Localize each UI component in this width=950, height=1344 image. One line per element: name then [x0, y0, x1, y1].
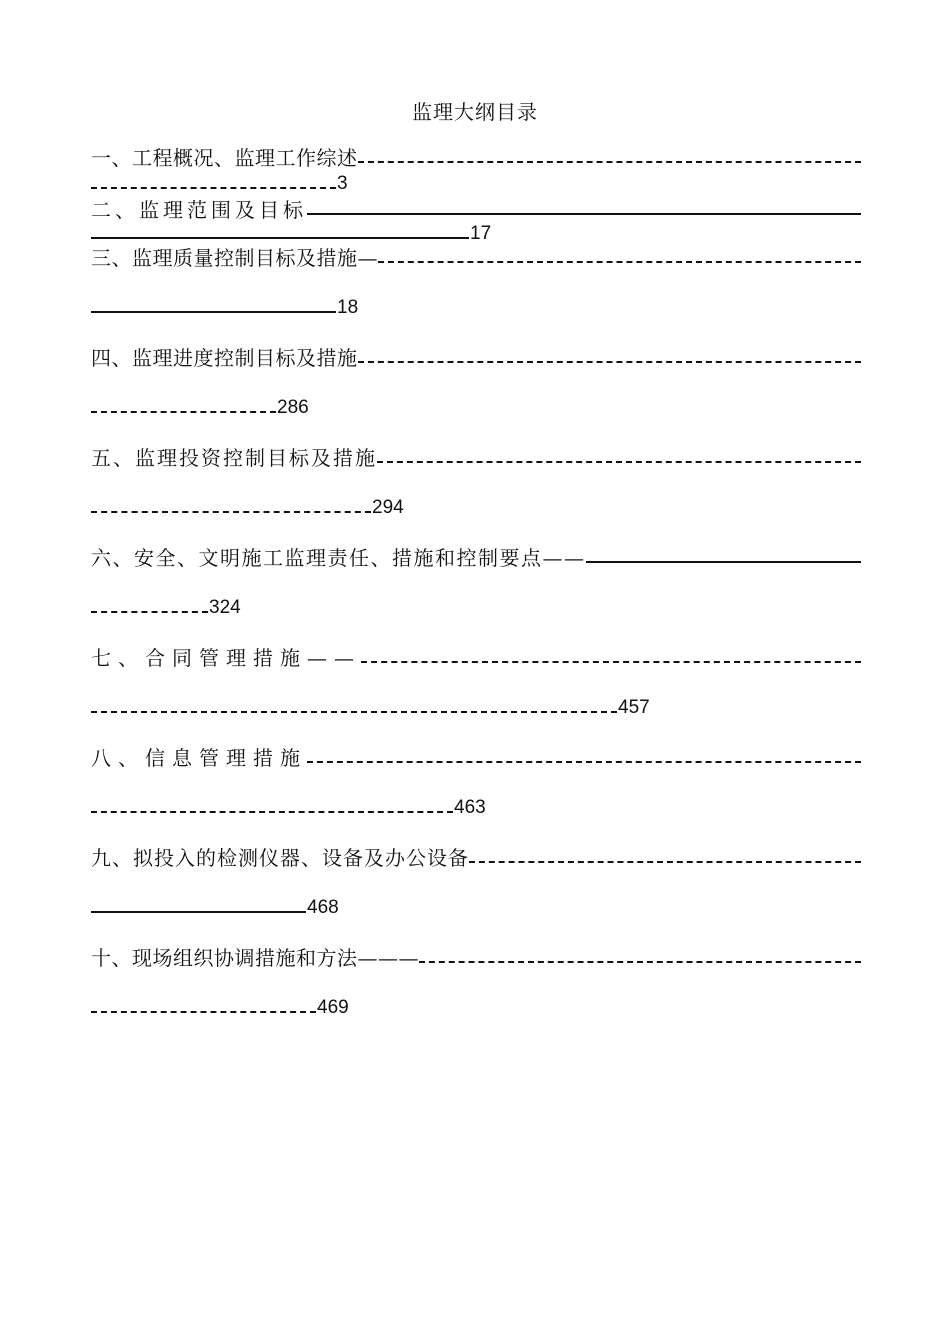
- toc-entry-label: 九、拟投入的检测仪器、设备及办公设备: [91, 846, 469, 870]
- toc-entry-7-line-2: [91, 696, 861, 720]
- toc-page-number: 457: [618, 697, 650, 718]
- toc-entry-10-line-2: [91, 996, 861, 1020]
- toc-entry-9-line-2: [91, 896, 861, 920]
- toc-entry-5-line-1: [91, 446, 861, 470]
- toc-entry-10-line-1: [91, 946, 861, 970]
- toc-leader: [91, 411, 276, 413]
- toc-entry-4-line-1: [91, 346, 861, 370]
- document-title: 监理大纲目录: [412, 100, 538, 124]
- toc-leader: [358, 161, 862, 163]
- toc-entry-6-line-2: [91, 596, 861, 620]
- toc-page-number: 463: [454, 797, 486, 818]
- toc-entry-6-line-1: [91, 546, 861, 570]
- toc-leader: [91, 187, 336, 189]
- toc-leader: [307, 761, 861, 763]
- toc-entry-label: 八、信息管理措施: [91, 746, 307, 770]
- toc-leader: [91, 711, 617, 713]
- toc-entry-label: 五、监理投资控制目标及措施: [91, 446, 377, 470]
- toc-entry-9-line-1: [91, 846, 861, 870]
- toc-leader: [91, 1011, 316, 1013]
- toc-entry-1-line-1: [91, 146, 861, 170]
- toc-entry-label: 七、合同管理措施——: [91, 646, 361, 670]
- toc-page-number: 294: [372, 497, 404, 518]
- toc-page-number: 17: [470, 223, 492, 244]
- toc-entry-label: 二、监理范围及目标: [91, 198, 307, 222]
- toc-page-number: 286: [277, 397, 309, 418]
- toc-entry-8-line-2: [91, 796, 861, 820]
- toc-entry-label: 四、监理进度控制目标及措施: [91, 346, 358, 370]
- toc-leader: [586, 561, 862, 563]
- toc-leader: [469, 861, 861, 863]
- toc-entry-label: 三、监理质量控制目标及措施—: [91, 246, 378, 270]
- toc-entry-2-line-1: [91, 198, 861, 222]
- toc-page-number: 3: [337, 173, 348, 194]
- toc-leader: [91, 311, 336, 313]
- toc-entry-7-line-1: [91, 646, 861, 670]
- toc-entry-8-line-1: [91, 746, 861, 770]
- toc-leader: [419, 961, 861, 963]
- toc-page-number: 469: [317, 997, 349, 1018]
- toc-entry-3-line-1: [91, 246, 861, 270]
- toc-entry-label: 十、现场组织协调措施和方法———: [91, 946, 419, 970]
- toc-leader: [91, 911, 306, 913]
- toc-leader: [91, 511, 371, 513]
- toc-entry-2-line-2: [91, 222, 861, 246]
- toc-page-number: 18: [337, 297, 359, 318]
- toc-leader: [91, 811, 453, 813]
- toc-leader: [91, 611, 208, 613]
- toc-leader: [91, 237, 469, 239]
- toc-entry-5-line-2: [91, 496, 861, 520]
- toc-leader: [358, 361, 862, 363]
- toc-leader: [361, 661, 861, 663]
- toc-entry-1-line-2: [91, 172, 861, 196]
- toc-page-number: 468: [307, 897, 339, 918]
- toc-entry-label: 六、安全、文明施工监理责任、措施和控制要点——: [91, 546, 586, 570]
- toc-entry-4-line-2: [91, 396, 861, 420]
- toc-leader: [377, 461, 861, 463]
- toc-leader: [378, 261, 861, 263]
- toc-entry-3-line-2: [91, 296, 861, 320]
- toc-leader: [307, 213, 861, 215]
- toc-page-number: 324: [209, 597, 241, 618]
- toc-entry-label: 一、工程概况、监理工作综述: [91, 146, 358, 170]
